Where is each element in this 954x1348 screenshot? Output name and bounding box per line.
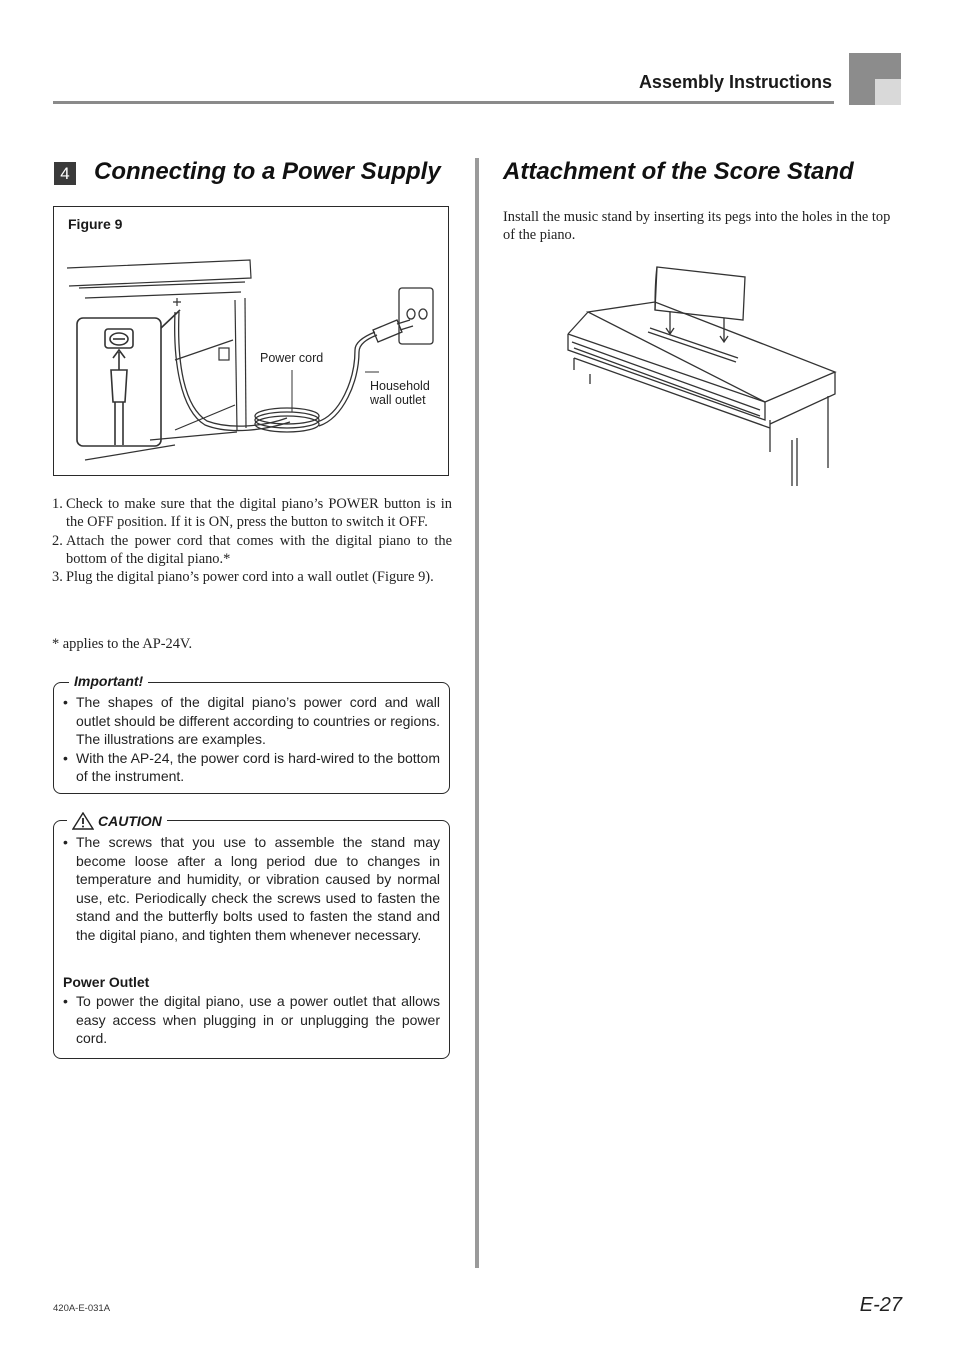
corner-tab-inner xyxy=(875,79,901,105)
figure-label: Figure 9 xyxy=(68,216,123,232)
section-number: 4 xyxy=(54,162,76,185)
score-stand-illustration xyxy=(560,262,845,488)
step-text: Check to make sure that the digital piano’s POWER button is in the OFF position. If it is ON, press the button to switch it OFF. xyxy=(66,496,452,531)
header-title: Assembly Instructions xyxy=(638,72,832,92)
section-title-power: Connecting to a Power Supply xyxy=(94,158,441,185)
important-list xyxy=(63,693,440,786)
step-number: 1. xyxy=(52,496,63,512)
important-label: Important! xyxy=(69,673,148,689)
callout-outlet-line2: wall outlet xyxy=(370,393,426,407)
step-number: 3. xyxy=(52,569,63,586)
document-code: 420A-E-031A xyxy=(53,1303,111,1314)
steps-list xyxy=(52,495,452,586)
header-rule xyxy=(53,101,834,104)
step-text: Attach the power cord that comes with the digital piano to the bottom of the digital piano.* xyxy=(66,532,452,567)
step-text: Plug the digital piano’s power cord into a wall outlet (Figure 9). xyxy=(66,569,434,586)
caution-list xyxy=(63,833,440,944)
power-outlet-item: • To power the digital piano, use a power outlet that allows easy access when plugging in or unplugging the power cord. xyxy=(63,992,440,1048)
power-outlet-heading: Power Outlet xyxy=(63,974,150,990)
section-title-score-stand: Attachment of the Score Stand xyxy=(503,158,854,185)
important-item: • The shapes of the digital piano’s power cord and wall outlet should be different according to countries or regions. The illustrations are examples. xyxy=(63,693,440,749)
power-connection-illustration xyxy=(55,240,447,472)
score-stand-instructions: Install the music stand by inserting its pegs into the holes in the top of the piano. xyxy=(503,209,891,244)
footnote: * applies to the AP-24V. xyxy=(52,636,193,652)
step-item xyxy=(52,568,452,586)
step-number: 2. xyxy=(52,532,63,549)
column-divider xyxy=(475,158,479,1268)
caution-header xyxy=(67,812,167,830)
caution-label: CAUTION xyxy=(98,813,162,829)
page-number: E-27 xyxy=(859,1294,902,1316)
caution-item: • The screws that you use to assemble the stand may become loose after a long period due to changes in temperature and humidity, or vibration caused by normal use, etc. Periodically check the screws used to fasten the stand and the butterfly bolts used to fasten the stand and the digital piano, and tighten them whenever necessary. xyxy=(63,833,440,944)
warning-triangle-icon xyxy=(72,812,94,830)
callout-outlet-line1: Household xyxy=(370,379,430,393)
step-item xyxy=(52,532,452,569)
callout-power-cord: Power cord xyxy=(260,351,324,365)
power-outlet-list xyxy=(63,992,440,1048)
step-item xyxy=(52,495,452,532)
important-item: • With the AP-24, the power cord is hard-wired to the bottom of the instrument. xyxy=(63,749,440,786)
